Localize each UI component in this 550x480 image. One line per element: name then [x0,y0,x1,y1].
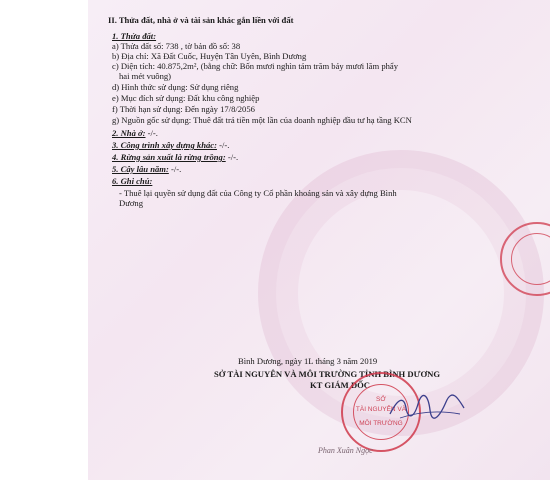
signing-date: Bình Dương, ngày 1L tháng 3 năm 2019 [238,356,378,366]
usage-term-line: f) Thời hạn sử dụng: Đến ngày 17/8/2056 [112,104,255,114]
note-line-1: - Thuê lại quyền sử dụng đất của Công ty Cổ phần khoáng sản và xây dựng Bình [119,188,397,198]
certificate-page [88,0,550,480]
construction-value: -/-. [216,140,230,150]
perennial-line [112,164,181,174]
seal-text-3: MÔI TRƯỜNG [359,420,403,427]
area-words-continued: hai mét vuông) [119,71,172,81]
issuing-agency: SỞ TÀI NGUYÊN VÀ MÔI TRƯỜNG TỈNH BÌNH DƯƠNG [214,369,441,379]
house-line [112,128,158,138]
usage-origin-line: g) Nguồn gốc sử dụng: Thuê đất trả tiền một lần của doanh nghiệp đầu tư hạ tầng KCN [112,115,412,125]
forest-line [112,152,238,162]
house-label: 2. Nhà ở: [112,128,146,138]
parcel-number-line: a) Thửa đất số: 738 , tờ bản đồ số: 38 [112,41,241,51]
note-line-2: Dương [119,198,144,208]
construction-line [112,140,229,150]
signer-role: KT GIÁM ĐỐC [310,380,371,390]
forest-label: 4. Rừng sản xuất là rừng trồng: [112,152,226,162]
perennial-value: -/-. [168,164,182,174]
usage-form-line: d) Hình thức sử dụng: Sử dụng riêng [112,82,239,92]
seal-text-2: TÀI NGUYÊN VÀ [355,406,407,413]
land-parcel-heading: 1. Thửa đất: [112,31,157,41]
seal-text-1: SỞ [376,396,386,403]
usage-purpose-line: e) Mục đích sử dụng: Đất khu công nghiệp [112,93,260,103]
perennial-label: 5. Cây lâu năm: [112,164,169,174]
house-value: -/-. [145,128,158,138]
construction-label: 3. Công trình xây dựng khác: [112,140,217,150]
notes-heading: 6. Ghi chú: [112,176,153,186]
signer-printed-name: Phan Xuân Ngọc [318,446,373,455]
area-line: c) Diện tích: 40.875,2m², (bằng chữ: Bốn mươi nghìn tám trăm bảy mươi lăm phẩy [112,61,399,71]
address-line: b) Địa chỉ: Xã Đất Cuốc, Huyện Tân Uyên, Bình Dương [112,51,307,61]
handwritten-signature [388,388,468,424]
section-heading: II. Thửa đất, nhà ở và tài sản khác gắn liền với đất [108,15,294,25]
forest-value: -/-. [225,152,239,162]
